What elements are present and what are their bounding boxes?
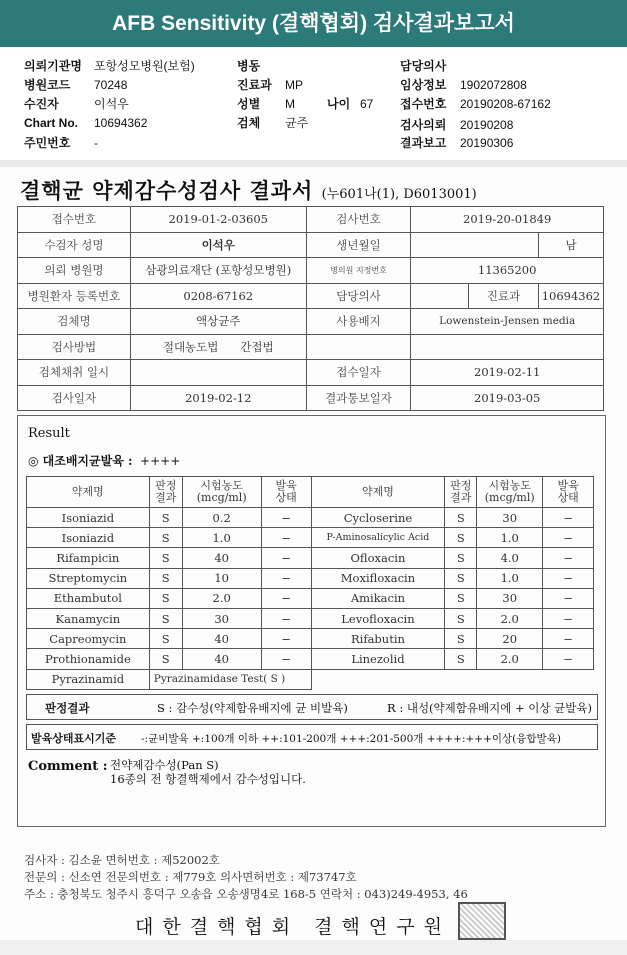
- drug-row: [27, 629, 594, 649]
- drug-growth: −: [543, 508, 594, 528]
- drug-growth: −: [261, 548, 311, 568]
- result-label: Result: [28, 426, 70, 441]
- header-ssn: 주민번호 -: [24, 136, 98, 150]
- drug-name: Levofloxacin: [311, 608, 445, 628]
- header-dept: 진료과 MP: [237, 78, 303, 92]
- drug-result: S: [445, 528, 477, 548]
- drug-concentration: 40: [182, 649, 261, 669]
- drug-name: Isoniazid: [27, 508, 150, 528]
- drug-growth: −: [261, 588, 311, 608]
- drug-result: S: [149, 568, 182, 588]
- drug-result: S: [149, 649, 182, 669]
- drug-result: S: [445, 548, 477, 568]
- drug-name: Ethambutol: [27, 588, 150, 608]
- drug-concentration: 30: [477, 588, 543, 608]
- drug-name: Rifampicin: [27, 548, 150, 568]
- drug-concentration: 2.0: [182, 588, 261, 608]
- drug-growth: −: [543, 548, 594, 568]
- drug-result: S: [445, 508, 477, 528]
- drug-row: [27, 608, 594, 628]
- drug-name: Streptomycin: [27, 568, 150, 588]
- horizontal-scrollbar[interactable]: [0, 940, 627, 955]
- drug-growth: −: [261, 528, 311, 548]
- drug-concentration: 40: [182, 548, 261, 568]
- drug-concentration: 10: [182, 568, 261, 588]
- header-clinical-info: 임상정보 1902072808: [400, 78, 527, 92]
- drug-name: Kanamycin: [27, 608, 150, 628]
- drug-result: S: [149, 548, 182, 568]
- drug-name: Prothionamide: [27, 649, 150, 669]
- drug-row: [27, 588, 594, 608]
- footer-examiner: 검사자 : 김소윤 면허번호 : 제52002호: [24, 853, 220, 867]
- official-stamp: [458, 902, 506, 940]
- drug-concentration: 2.0: [477, 608, 543, 628]
- drug-name: Amikacin: [311, 588, 445, 608]
- drug-result: S: [149, 629, 182, 649]
- footer-specialist: 전문의 : 신소연 전문의번호 : 제779호 의사면허번호 : 제73747호: [24, 870, 357, 884]
- drug-table-header: 약제명 판정 결과 시험농도 (mcg/ml) 발육 상태 약제명 판정 결과 시험농도 (mcg/ml) 발육 상태: [27, 477, 594, 508]
- drug-growth: −: [261, 629, 311, 649]
- drug-concentration: 20: [477, 629, 543, 649]
- header-hospital: 의뢰기관명 포항성모병원(보험): [24, 59, 195, 73]
- drug-concentration: 2.0: [477, 649, 543, 669]
- header-ward: 병동: [237, 59, 261, 73]
- result-box: [17, 415, 606, 827]
- drug-concentration: 1.0: [477, 528, 543, 548]
- drug-concentration: 4.0: [477, 548, 543, 568]
- drug-result: S: [445, 629, 477, 649]
- institution-name: 대한결핵협회 결핵연구원: [135, 916, 451, 938]
- header-report-date: 결과보고 20190306: [400, 136, 514, 150]
- drug-concentration: 1.0: [477, 568, 543, 588]
- divider: [0, 160, 627, 167]
- drug-growth: −: [543, 588, 594, 608]
- drug-growth: −: [261, 608, 311, 628]
- drug-growth: −: [543, 649, 594, 669]
- drug-table: [26, 476, 594, 690]
- drug-name: P-Aminosalicylic Acid: [311, 528, 445, 548]
- drug-row: [27, 508, 594, 528]
- drug-growth: −: [261, 568, 311, 588]
- control-growth: ◎ 대조배지균발육 : ++++: [28, 454, 181, 468]
- drug-result: S: [149, 608, 182, 628]
- drug-row: [27, 528, 594, 548]
- footer-address: 주소 : 충청북도 청주시 흥덕구 오송읍 오송생명4로 168-5 연락처 : 043)249-4953, 46: [24, 887, 468, 901]
- header-chart-no: Chart No. 10694362: [24, 116, 148, 130]
- drug-result: S: [149, 588, 182, 608]
- drug-growth: −: [543, 528, 594, 548]
- drug-name: Cycloserine: [311, 508, 445, 528]
- header-request-date: 검사의뢰 20190208: [400, 118, 514, 132]
- drug-growth: −: [543, 608, 594, 628]
- comment-line-2: 16종의 전 항결핵제에서 감수성입니다.: [110, 772, 306, 786]
- info-table: 접수번호 2019-01-2-03605 검사번호 2019-20-01849 수검자 성명 이석우 생년월일 남 의뢰 병원명 삼광의료재단 (포항성모병원) 병의원 지정번호 11365200 병원환자 등록번호 0208-67162 담당의사 진료과 10694362 검체명 액상균주 사용배지 Lowenstein-Jensen media 검사방법 절대농도법 간접법 검체채취 일시 접수일자 2019-02-11 검사일자 2019-02-12 결과통보일자 2019-03-05: [17, 206, 604, 411]
- drug-result: S: [149, 508, 182, 528]
- comment-line-1: 전약제감수성(Pan S): [110, 758, 219, 772]
- drug-result: S: [445, 608, 477, 628]
- drug-name: Isoniazid: [27, 528, 150, 548]
- drug-growth: −: [261, 649, 311, 669]
- drug-name: Capreomycin: [27, 629, 150, 649]
- drug-concentration: 1.0: [182, 528, 261, 548]
- pza-row: Pyrazinamid Pyrazinamidase Test( S ): [27, 669, 594, 689]
- drug-row: [27, 649, 594, 669]
- drug-result: S: [149, 528, 182, 548]
- header-age: 나이 67: [327, 97, 374, 111]
- drug-name: Rifabutin: [311, 629, 445, 649]
- report-title: AFB Sensitivity (결핵협회) 검사결과보고서: [112, 12, 515, 35]
- header-sex: 성별 M: [237, 97, 295, 111]
- drug-name: Ofloxacin: [311, 548, 445, 568]
- judge-criteria: 판정결과 S : 감수성(약제함유배지에 균 비발육) R : 내성(약제함유배지에 + 이상 균발육): [26, 694, 598, 720]
- growth-criteria: 발육상태표시기준 -:균비발육 +:100개 이하 ++:101-200개 +++:201-500개 ++++:+++이상(융합발육): [26, 724, 598, 750]
- scanned-report: [0, 167, 627, 955]
- drug-row: [27, 568, 594, 588]
- drug-concentration: 40: [182, 629, 261, 649]
- drug-result: S: [445, 588, 477, 608]
- drug-concentration: 30: [477, 508, 543, 528]
- drug-growth: −: [543, 629, 594, 649]
- drug-row: [27, 548, 594, 568]
- header-hospital-code: 병원코드 70248: [24, 78, 128, 92]
- comment-label: Comment :: [28, 759, 108, 774]
- drug-concentration: 30: [182, 608, 261, 628]
- drug-concentration: 0.2: [182, 508, 261, 528]
- header-specimen: 검체 균주: [237, 116, 309, 130]
- drug-result: S: [445, 649, 477, 669]
- report-heading: 결핵균 약제감수성검사 결과서 (누601나(1), D6013001): [20, 178, 477, 203]
- drug-growth: −: [543, 568, 594, 588]
- drug-name: Linezolid: [311, 649, 445, 669]
- report-title-bar: [0, 0, 627, 47]
- header-reception-no: 접수번호 20190208-67162: [400, 97, 551, 111]
- drug-growth: −: [261, 508, 311, 528]
- patient-header: [0, 47, 627, 160]
- header-patient: 수진자 이석우: [24, 97, 129, 111]
- header-doctor: 담당의사: [400, 59, 447, 73]
- drug-name: Moxifloxacin: [311, 568, 445, 588]
- drug-result: S: [445, 568, 477, 588]
